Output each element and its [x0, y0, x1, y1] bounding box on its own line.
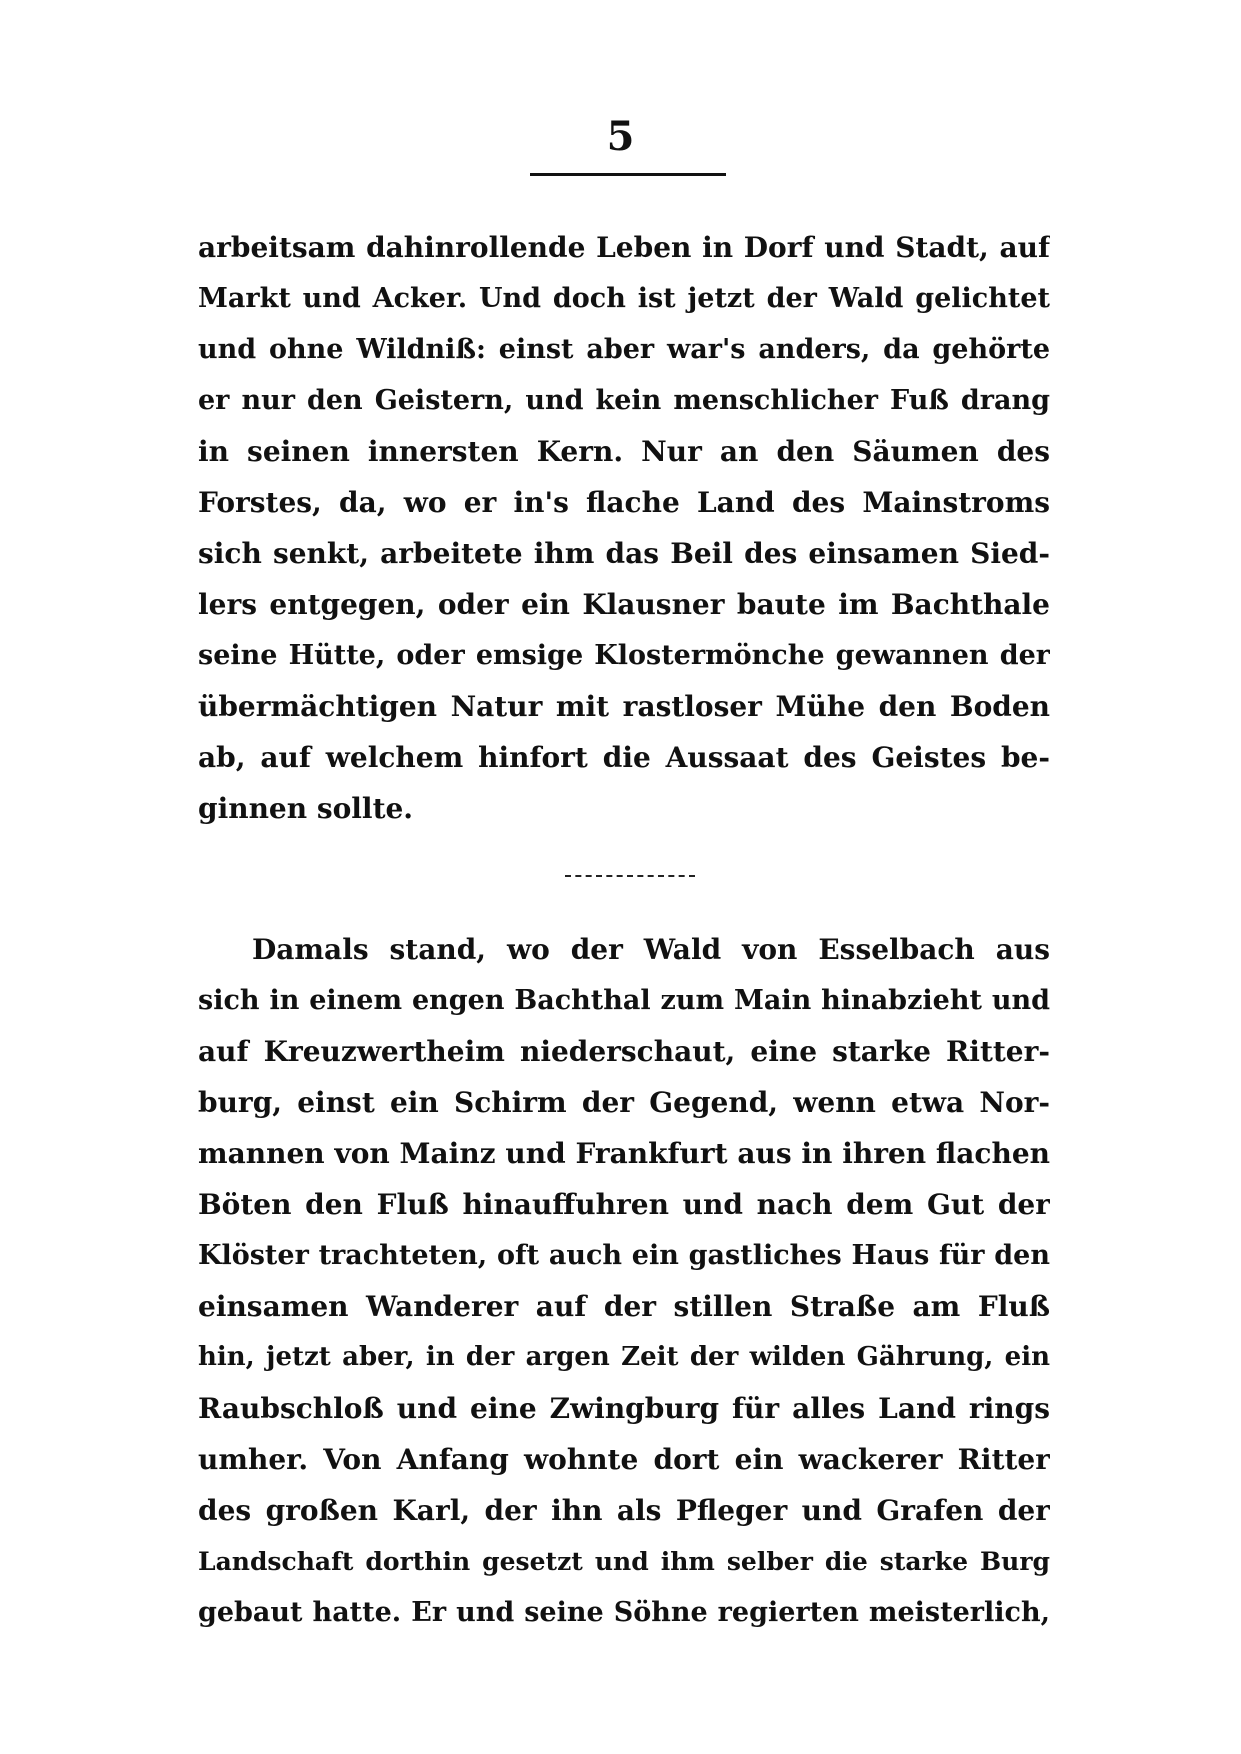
- section-divider: [565, 875, 695, 877]
- text-line: er nur den Geistern, und kein menschlicher Fuß drang: [198, 385, 1050, 416]
- text-line: in seinen innersten Kern. Nur an den Säumen des: [198, 435, 1050, 468]
- text-line: und ohne Wildniß: einst aber war's anders, da gehörte: [198, 334, 1050, 365]
- text-line: sich senkt, arbeitete ihm das Beil des einsamen Sied-: [198, 537, 1050, 570]
- text-line: Böten den Fluß hinauffuhren und nach dem Gut der: [198, 1188, 1050, 1221]
- paragraph: [198, 222, 1050, 834]
- page-number: 5: [606, 113, 635, 160]
- text-line: ab, auf welchem hinfort die Aussaat des Geistes be-: [198, 741, 1050, 774]
- text-line: arbeitsam dahinrollende Leben in Dorf und Stadt, auf: [198, 231, 1050, 264]
- text-line: einsamen Wanderer auf der stillen Straße am Fluß: [198, 1290, 1050, 1323]
- text-line: mannen von Mainz und Frankfurt aus in ihren flachen: [198, 1137, 1050, 1170]
- text-line: des großen Karl, der ihn als Pfleger und Grafen der: [198, 1494, 1050, 1527]
- text-line: ginnen sollte.: [198, 792, 414, 825]
- text-line: Raubschloß und eine Zwingburg für alles Land rings: [198, 1392, 1050, 1425]
- text-line: lers entgegen, oder ein Klausner baute im Bachthale: [198, 588, 1050, 621]
- text-line: hin, jetzt aber, in der argen Zeit der wilden Gährung, ein: [198, 1342, 1050, 1372]
- text-line: burg, einst ein Schirm der Gegend, wenn etwa Nor-: [198, 1086, 1050, 1119]
- text-line: Damals stand, wo der Wald von Esselbach aus: [252, 933, 1050, 966]
- paragraph: [198, 924, 1050, 1638]
- text-line: Klöster trachteten, oft auch ein gastliches Haus für den: [198, 1240, 1050, 1271]
- text-line: Landschaft dorthin gesetzt und ihm selber die starke Burg: [198, 1547, 1050, 1576]
- text-line: übermächtigen Natur mit rastloser Mühe den Boden: [198, 690, 1050, 723]
- text-line: Markt und Acker. Und doch ist jetzt der Wald gelichtet: [198, 283, 1050, 314]
- text-line: umher. Von Anfang wohnte dort ein wackerer Ritter: [198, 1443, 1050, 1476]
- text-line: auf Kreuzwertheim niederschaut, eine starke Ritter-: [198, 1035, 1050, 1068]
- text-line: gebaut hatte. Er und seine Söhne regierten meisterlich,: [198, 1597, 1050, 1628]
- text-line: Forstes, da, wo er in's flache Land des Mainstroms: [198, 486, 1050, 519]
- header-rule: [530, 173, 726, 176]
- text-line: sich in einem engen Bachthal zum Main hinabzieht und: [198, 985, 1050, 1016]
- text-line: seine Hütte, oder emsige Klostermönche gewannen der: [198, 640, 1050, 671]
